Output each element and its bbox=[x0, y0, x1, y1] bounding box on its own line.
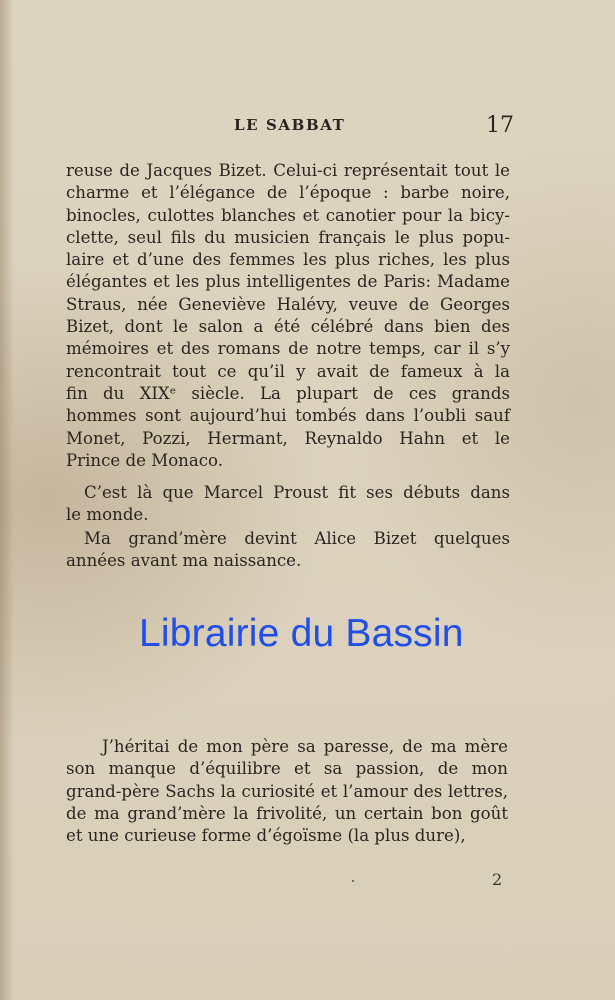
watermark-text: Librairie du Bassin bbox=[139, 612, 464, 655]
running-title: LE SABBAT bbox=[234, 116, 346, 134]
text-line: fin du XIXᵉ siècle. La plupart de ces grands bbox=[66, 383, 510, 403]
text-line: reuse de Jacques Bizet. Celui-ci représentait tout le bbox=[66, 161, 510, 180]
text-line: hommes sont aujourd’hui tombés dans l’oubli sauf bbox=[66, 406, 510, 426]
paragraph-4 bbox=[66, 736, 508, 847]
text-line: Straus, née Geneviève Halévy, veuve de Georges bbox=[66, 294, 510, 314]
text-line: charme et l’élégance de l’époque : barbe noire, bbox=[66, 183, 510, 203]
text-line: et une curieuse forme d’égoïsme (la plus dure), bbox=[66, 826, 466, 846]
ink-speck bbox=[352, 880, 354, 882]
text-line: Bizet, dont le salon a été célébré dans bien des bbox=[66, 317, 510, 337]
text-line: J’héritai de mon père sa paresse, de ma mère bbox=[102, 737, 508, 756]
text-line: rencontrait tout ce qu’il y avait de fameux à la bbox=[66, 361, 510, 381]
paragraph-2 bbox=[66, 482, 510, 527]
text-line: mémoires et des romans de notre temps, car il s’y bbox=[66, 339, 510, 359]
signature-mark: 2 bbox=[492, 870, 503, 889]
text-line: grand-père Sachs la curiosité et l’amour des lettres, bbox=[66, 781, 508, 801]
text-line: clette, seul fils du musicien français le plus popu- bbox=[66, 227, 510, 247]
text-line: C’est là que Marcel Proust fit ses débuts dans bbox=[84, 483, 510, 502]
text-line: le monde. bbox=[66, 505, 149, 525]
text-line: son manque d’équilibre et sa passion, de mon bbox=[66, 759, 508, 779]
paragraph-3 bbox=[66, 528, 510, 573]
text-line: Monet, Pozzi, Hermant, Reynaldo Hahn et le bbox=[66, 428, 510, 448]
text-line: binocles, culottes blanches et canotier pour la bicy- bbox=[66, 205, 510, 225]
text-line: Prince de Monaco. bbox=[66, 450, 224, 470]
text-line: années avant ma naissance. bbox=[66, 551, 302, 571]
page-number: 17 bbox=[486, 113, 514, 138]
paragraph-1 bbox=[66, 160, 510, 472]
text-line: Ma grand’mère devint Alice Bizet quelques bbox=[84, 529, 510, 548]
text-line: laire et d’une des femmes les plus riches, les plus bbox=[66, 250, 510, 270]
page-edge-shadow bbox=[0, 0, 14, 1000]
text-line: élégantes et les plus intelligentes de Paris: Madame bbox=[66, 272, 510, 292]
text-line: de ma grand’mère la frivolité, un certain bon goût bbox=[66, 803, 508, 823]
